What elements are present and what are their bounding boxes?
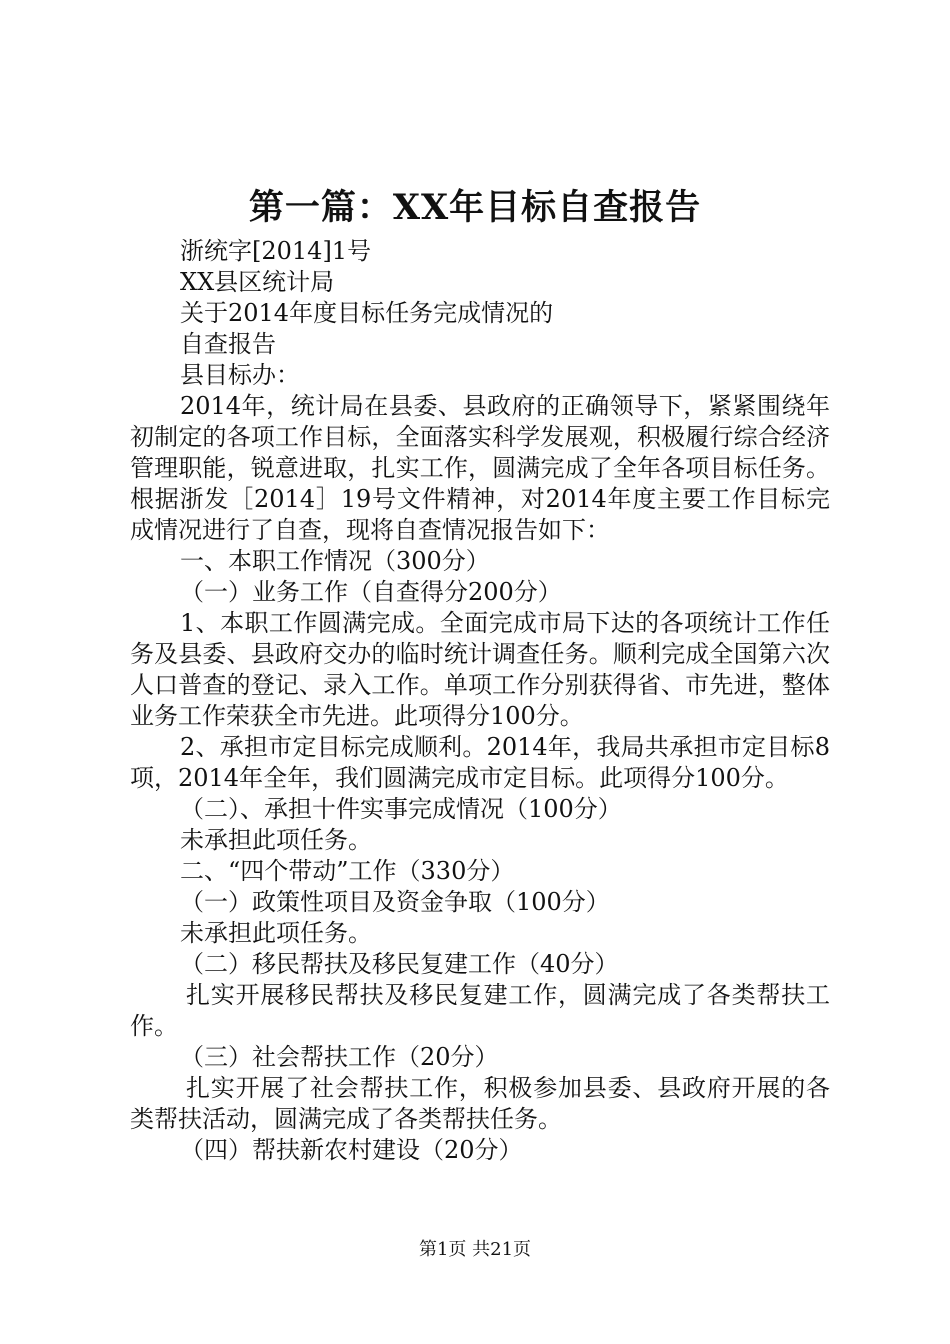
paragraph: 2014年，统计局在县委、县政府的正确领导下，紧紧围绕年初制定的各项工作目标，全面落实科学发展观，积极履行综合经济管理职能，锐意进取，扎实工作，圆满完成了全年各项目标任务。根据浙发［2014］19号文件精神，对2014年度主要工作目标完成情况进行了自查，现将自查情况报告如下： xyxy=(130,392,830,544)
paragraph: （一）业务工作（自查得分200分） xyxy=(180,578,562,606)
paragraph: 未承担此项任务。 xyxy=(180,919,372,947)
paragraph: 扎实开展了社会帮扶工作，积极参加县委、县政府开展的各类帮扶活动，圆满完成了各类帮扶任务。 xyxy=(130,1074,830,1133)
paragraph: 扎实开展移民帮扶及移民复建工作，圆满完成了各类帮扶工作。 xyxy=(130,981,830,1040)
document-body xyxy=(130,236,830,1166)
document-title: 第一篇：XX年目标自查报告 xyxy=(248,187,702,228)
paragraph: 自查报告 xyxy=(180,330,276,358)
paragraph: （四）帮扶新农村建设（20分） xyxy=(180,1136,523,1164)
page-number-footer: 第1页 共21页 xyxy=(418,1239,532,1260)
paragraph: 二、“四个带动”工作（330分） xyxy=(180,857,515,885)
paragraph: 一、本职工作情况（300分） xyxy=(180,547,490,575)
paragraph: XX县区统计局 xyxy=(180,268,335,296)
paragraph: （二）、承担十件实事完成情况（100分） xyxy=(180,795,622,823)
paragraph: 关于2014年度目标任务完成情况的 xyxy=(180,299,554,327)
paragraph: 1、本职工作圆满完成。全面完成市局下达的各项统计工作任务及县委、县政府交办的临时统计调查任务。顺利完成全国第六次人口普查的登记、录入工作。单项工作分别获得省、市先进，整体业务工作荣获全市先进。此项得分100分。 xyxy=(130,609,830,730)
paragraph: （一）政策性项目及资金争取（100分） xyxy=(180,888,610,916)
paragraph: 2、承担市定目标完成顺利。2014年，我局共承担市定目标8项，2014年全年，我们圆满完成市定目标。此项得分100分。 xyxy=(130,733,830,792)
paragraph: （三）社会帮扶工作（20分） xyxy=(180,1043,499,1071)
paragraph: 浙统字[2014]1号 xyxy=(180,237,372,265)
paragraph: 未承担此项任务。 xyxy=(180,826,372,854)
paragraph: （二）移民帮扶及移民复建工作（40分） xyxy=(180,950,619,978)
paragraph: 县目标办： xyxy=(180,361,300,389)
